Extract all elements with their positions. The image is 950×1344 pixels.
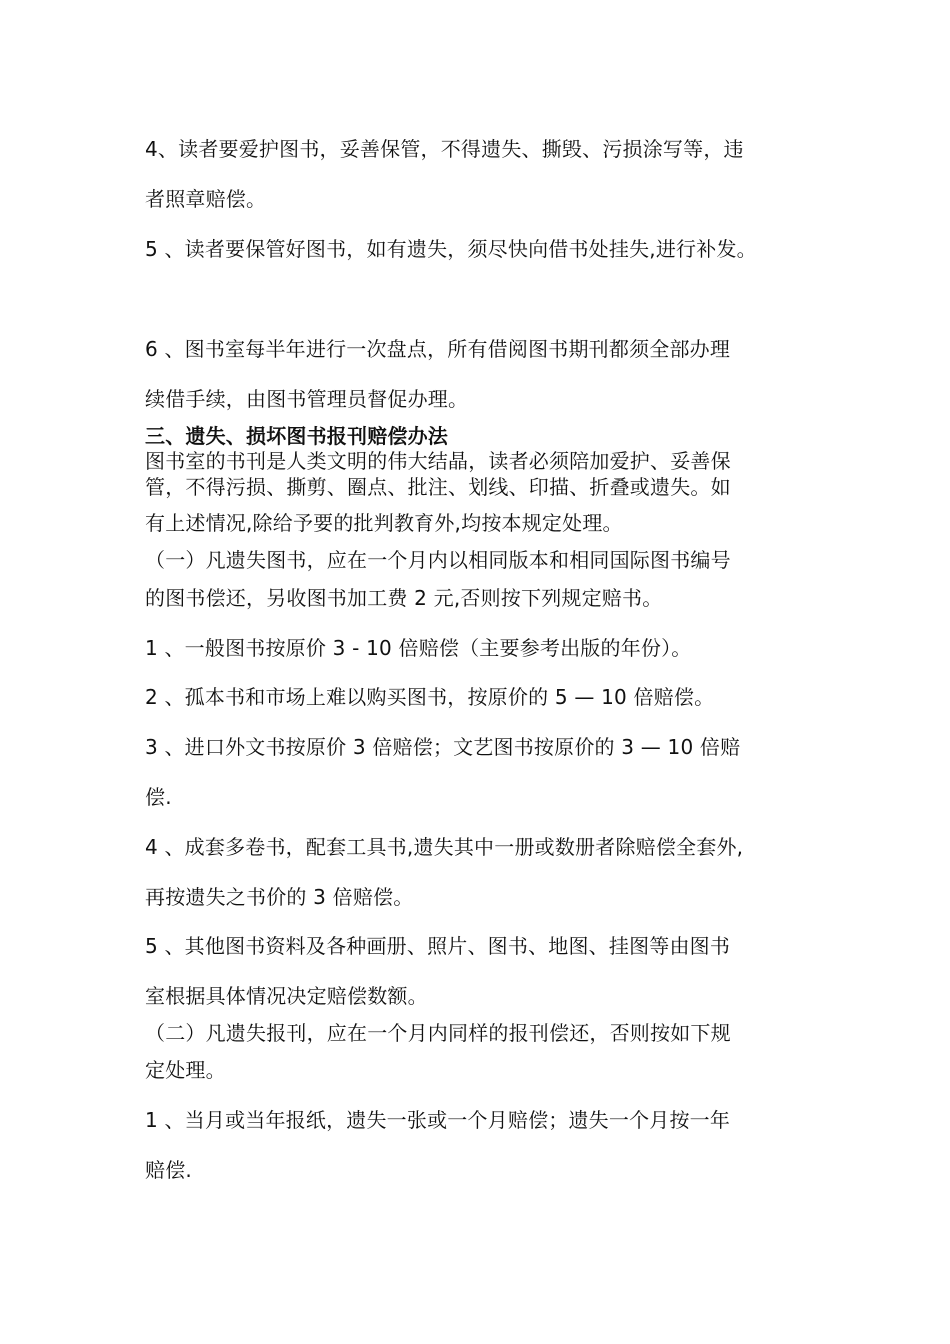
paragraph-line: 定处理。 (145, 1058, 226, 1082)
paragraph-line: 5 、其他图书资料及各种画册、照片、图书、地图、挂图等由图书 (145, 934, 731, 958)
paragraph-line: 赔偿. (145, 1158, 192, 1182)
paragraph-line: 有上述情况,除给予要的批判教育外,均按本规定处理。 (145, 511, 623, 535)
paragraph-line: 图书室的书刊是人类文明的伟大结晶，读者必须陪加爱护、妥善保 (145, 449, 731, 473)
section-heading: 三、遗失、损坏图书报刊赔偿办法 (145, 424, 448, 448)
paragraph-line: 管，不得污损、撕剪、圈点、批注、划线、印描、折叠或遗失。如 (145, 475, 731, 499)
paragraph-line: （二）凡遗失报刊，应在一个月内同样的报刊偿还，否则按如下规 (145, 1021, 731, 1045)
paragraph-line: 4、读者要爱护图书，妥善保管，不得遗失、撕毁、污损涂写等，违 (145, 137, 744, 161)
paragraph-line: 1 、一般图书按原价 3 - 10 倍赔偿（主要参考出版的年份）。 (145, 636, 692, 660)
paragraph-line: 6 、图书室每半年进行一次盘点，所有借阅图书期刊都须全部办理 (145, 337, 731, 361)
paragraph-line: 续借手续，由图书管理员督促办理。 (145, 387, 469, 411)
paragraph-line: 的图书偿还，另收图书加工费 2 元,否则按下列规定赔书。 (145, 586, 663, 610)
paragraph-line: 5 、读者要保管好图书，如有遗失，须尽快向借书处挂失,进行补发。 (145, 237, 757, 261)
paragraph-line: 再按遗失之书价的 3 倍赔偿。 (145, 885, 414, 909)
paragraph-line: 3 、进口外文书按原价 3 倍赔偿；文艺图书按原价的 3 — 10 倍赔 (145, 735, 741, 759)
paragraph-line: 偿. (145, 785, 172, 809)
paragraph-line: 2 、孤本书和市场上难以购买图书，按原价的 5 — 10 倍赔偿。 (145, 685, 715, 709)
paragraph-line: 室根据具体情况决定赔偿数额。 (145, 984, 428, 1008)
paragraph-line: 4 、成套多卷书，配套工具书,遗失其中一册或数册者除赔偿全套外, (145, 835, 744, 859)
paragraph-line: （一）凡遗失图书，应在一个月内以相同版本和相同国际图书编号 (145, 548, 731, 572)
paragraph-line: 1 、当月或当年报纸，遗失一张或一个月赔偿；遗失一个月按一年 (145, 1108, 731, 1132)
paragraph-line: 者照章赔偿。 (145, 187, 267, 211)
